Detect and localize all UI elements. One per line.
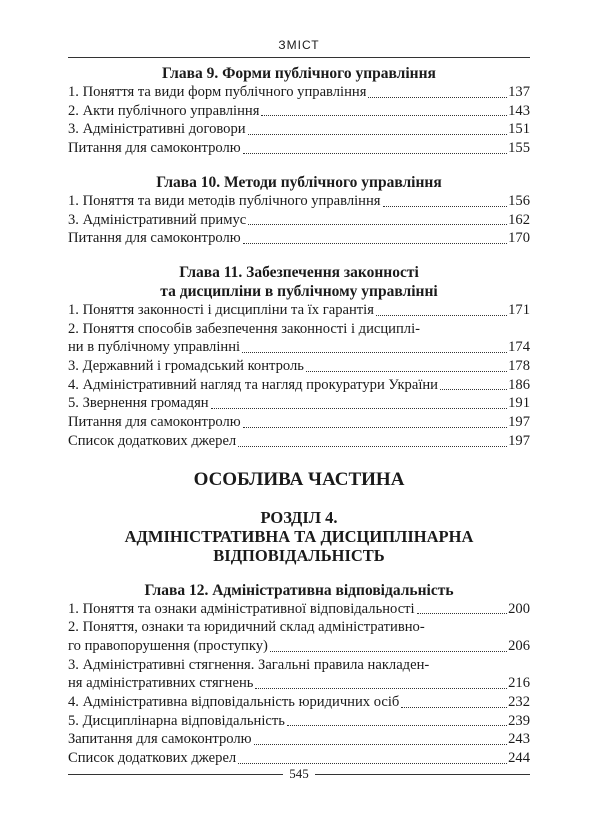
chapter-title-cont: та дисципліни в публічному управлінні xyxy=(160,282,438,300)
leader-dots xyxy=(270,651,507,652)
entry-page: 155 xyxy=(508,140,530,157)
entry-page: 216 xyxy=(508,675,530,692)
entry-label-line1[interactable]: 2. Поняття способів забезпечення законності і дисциплі- xyxy=(68,320,421,337)
leader-dots xyxy=(261,115,507,116)
entry-page: 243 xyxy=(508,731,530,748)
running-head: ЗМІСТ xyxy=(278,38,320,52)
entry-label-line1[interactable]: 3. Адміністративні стягнення. Загальні правила накладен- xyxy=(68,656,430,673)
entry-page: 186 xyxy=(508,376,530,393)
toc-page xyxy=(68,0,530,825)
entry-page: 156 xyxy=(508,192,530,209)
toc-entry[interactable] xyxy=(68,120,530,139)
entry-page: 143 xyxy=(508,102,530,119)
entry-label: 5. Дисциплінарна відповідальність xyxy=(68,712,285,729)
entry-label: 3. Державний і громадський контроль xyxy=(68,358,304,375)
leader-dots xyxy=(238,446,507,447)
leader-dots xyxy=(417,613,508,614)
entry-page: 174 xyxy=(508,339,530,356)
entry-label: 1. Поняття та ознаки адміністративної відповідальності xyxy=(68,600,415,617)
entry-label: Запитання для самоконтролю xyxy=(68,731,252,748)
leader-dots xyxy=(211,408,507,409)
leader-dots xyxy=(401,707,507,708)
leader-dots xyxy=(368,97,507,98)
entry-label: 3. Адміністративний примус xyxy=(68,211,247,228)
toc-content xyxy=(68,62,530,768)
toc-entry[interactable] xyxy=(68,301,530,320)
leader-dots xyxy=(376,315,507,316)
chapter-9 xyxy=(68,64,530,158)
entry-page: 170 xyxy=(508,230,530,247)
entry-label: 4. Адміністративний нагляд та нагляд прокуратури України xyxy=(68,376,438,393)
entry-page: 239 xyxy=(508,712,530,729)
toc-entry[interactable] xyxy=(68,211,530,230)
leader-dots xyxy=(248,224,507,225)
entry-page: 151 xyxy=(508,121,530,138)
toc-entry[interactable] xyxy=(68,674,530,693)
leader-dots xyxy=(248,134,508,135)
leader-dots xyxy=(243,243,507,244)
leader-dots xyxy=(243,153,507,154)
leader-dots xyxy=(254,744,508,745)
toc-entry[interactable] xyxy=(68,338,530,357)
entry-page: 197 xyxy=(508,414,530,431)
entry-label: 4. Адміністративна відповідальність юридичних осіб xyxy=(68,694,400,711)
toc-entry[interactable] xyxy=(68,693,530,712)
entry-label-line1[interactable]: 2. Поняття, ознаки та юридичний склад адміністративно- xyxy=(68,619,425,636)
toc-entry[interactable] xyxy=(68,229,530,248)
entry-label: 1. Поняття та види форм публічного управління xyxy=(68,84,367,100)
toc-entry[interactable] xyxy=(68,600,530,619)
toc-entry[interactable] xyxy=(68,102,530,121)
header-rule xyxy=(68,57,530,58)
toc-entry[interactable] xyxy=(68,712,530,731)
part-title: ОСОБЛИВА ЧАСТИНА xyxy=(193,468,405,490)
leader-dots xyxy=(440,389,507,390)
entry-page: 191 xyxy=(508,395,530,412)
entry-label: 2. Акти публічного управління xyxy=(68,102,260,119)
section-4-heading xyxy=(68,508,530,565)
entry-label: ня адміністративних стягнень xyxy=(68,675,254,692)
leader-dots xyxy=(238,763,507,764)
chapter-12 xyxy=(68,581,530,768)
entry-page: 137 xyxy=(508,84,530,100)
chapter-11 xyxy=(68,263,530,451)
entry-label: Список додаткових джерел xyxy=(68,750,237,767)
entry-label: Питання для самоконтролю xyxy=(68,414,241,431)
toc-entry[interactable] xyxy=(68,432,530,451)
entry-label: Список додаткових джерел xyxy=(68,432,237,449)
toc-entry[interactable] xyxy=(68,192,530,211)
entry-label: Питання для самоконтролю xyxy=(68,230,241,247)
entry-label: 5. Звернення громадян xyxy=(68,395,209,412)
entry-page: 162 xyxy=(508,211,530,228)
leader-dots xyxy=(287,725,507,726)
entry-label: Питання для самоконтролю xyxy=(68,140,241,157)
toc-entry[interactable] xyxy=(68,357,530,376)
chapter-10 xyxy=(68,173,530,248)
entry-label: го правопорушення (проступку) xyxy=(68,637,268,654)
entry-label: ни в публічному управлінні xyxy=(68,339,241,356)
entry-page: 197 xyxy=(508,432,530,449)
chapter-title: Глава 9. Форми публічного управління xyxy=(162,65,436,82)
entry-page: 206 xyxy=(508,637,530,654)
leader-dots xyxy=(243,427,507,428)
leader-dots xyxy=(255,688,507,689)
entry-page: 171 xyxy=(508,301,530,318)
chapter-title: Глава 11. Забезпечення законності xyxy=(179,263,419,281)
entry-page: 200 xyxy=(508,600,530,617)
toc-entry[interactable] xyxy=(68,376,530,395)
toc-entry[interactable] xyxy=(68,394,530,413)
leader-dots xyxy=(383,206,508,207)
section-number: РОЗДІЛ 4. xyxy=(260,507,338,527)
toc-entry[interactable] xyxy=(68,139,530,158)
entry-page: 244 xyxy=(508,750,530,767)
leader-dots xyxy=(242,352,507,353)
entry-label: 1. Поняття законності і дисципліни та їх гарантія xyxy=(68,301,374,318)
chapter-title: Глава 12. Адміністративна відповідальність xyxy=(144,581,454,599)
entry-label: 1. Поняття та види методів публічного управління xyxy=(68,192,381,209)
toc-entry[interactable] xyxy=(68,730,530,749)
entry-page: 232 xyxy=(508,694,530,711)
leader-dots xyxy=(306,371,507,372)
footer-rule-right xyxy=(315,774,530,775)
section-title: АДМІНІСТРАТИВНА ТА ДИСЦИПЛІНАРНА xyxy=(124,526,474,546)
chapter-title: Глава 10. Методи публічного управління xyxy=(156,173,442,191)
toc-entry[interactable] xyxy=(68,637,530,656)
entry-label: 3. Адміністративні договори xyxy=(68,121,246,138)
section-title-cont: ВІДПОВІДАЛЬНІСТЬ xyxy=(213,545,385,565)
toc-entry[interactable] xyxy=(68,83,530,102)
toc-entry[interactable] xyxy=(68,413,530,432)
entry-page: 178 xyxy=(508,358,530,375)
page-footer xyxy=(68,766,530,782)
page-number: 545 xyxy=(289,766,309,781)
